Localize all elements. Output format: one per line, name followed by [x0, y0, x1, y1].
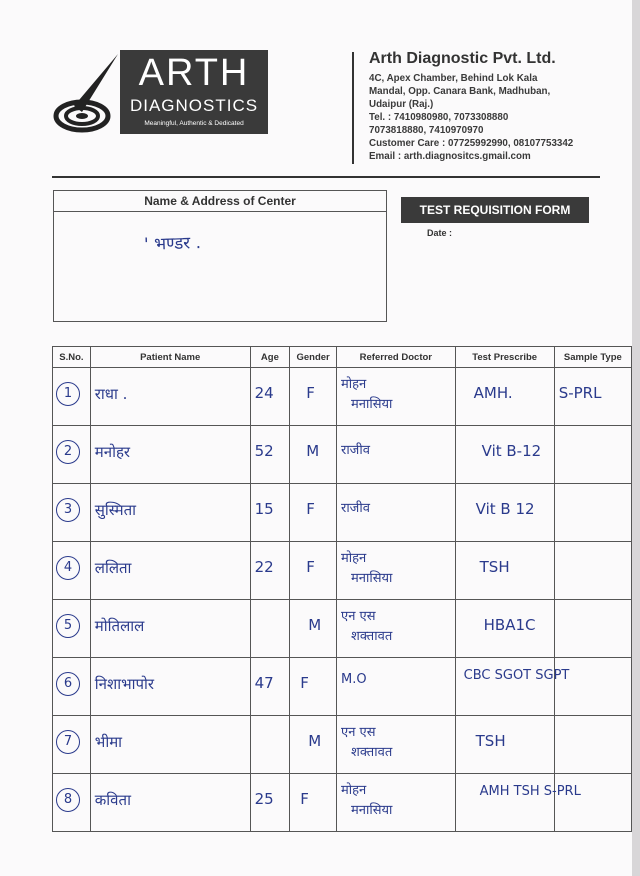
logo-name: ARTH [138, 52, 250, 94]
doctor-name: मोहन [341, 551, 367, 566]
doctor-name: M.O [341, 672, 367, 687]
patient-name: सुस्मिता [94, 501, 137, 519]
patient-name: मोतिलाल [94, 617, 145, 635]
header-divider [352, 52, 354, 164]
doctor-name: मोहन [341, 783, 367, 798]
age: 15 [254, 500, 274, 518]
email-line: Email : arth.diagnositcs.gmail.com [369, 151, 531, 162]
age: 24 [254, 384, 274, 402]
gender: F [306, 500, 315, 518]
table-row [53, 658, 632, 716]
table-row [53, 600, 632, 658]
logo [120, 50, 268, 134]
col-test-prescribe: Test Prescribe [455, 347, 554, 368]
center-value: ' भण्डर . [143, 233, 202, 255]
doctor-name: राजीव [341, 501, 370, 516]
date-label: Date : [427, 228, 453, 238]
table-row [53, 426, 632, 484]
doctor-surname: शक्तावत [351, 629, 393, 644]
col-sno: S.No. [53, 347, 91, 368]
doctor-name: एन एस [341, 725, 376, 740]
row-sno: 5 [56, 614, 80, 638]
doctor-surname: मनासिया [351, 803, 393, 818]
col-referred-doctor: Referred Doctor [337, 347, 456, 368]
table-header-row [53, 347, 632, 368]
doctor-name: एन एस [341, 609, 376, 624]
gender: F [306, 384, 315, 402]
row-sno: 8 [56, 788, 80, 812]
row-sno: 2 [56, 440, 80, 464]
patient-name: ललिता [94, 559, 132, 577]
col-patient-name: Patient Name [90, 347, 250, 368]
patient-name: भीमा [94, 733, 123, 751]
scan-edge [632, 0, 640, 876]
test-prescribed: Vit B 12 [475, 500, 535, 518]
doctor-surname: मनासिया [351, 397, 393, 412]
col-age: Age [250, 347, 290, 368]
table-row [53, 716, 632, 774]
age: 52 [254, 442, 274, 460]
gender: F [306, 558, 315, 576]
row-sno: 1 [56, 382, 80, 406]
patient-table [52, 346, 632, 832]
gender: M [308, 732, 322, 750]
test-prescribed: AMH TSH S-PRL [479, 784, 581, 799]
doctor-name: राजीव [341, 443, 370, 458]
address-line: Udaipur (Raj.) [369, 99, 434, 110]
test-prescribed: AMH. [473, 384, 513, 402]
test-prescribed: TSH [475, 732, 506, 750]
table-row [53, 368, 632, 426]
table-row [53, 484, 632, 542]
doctor-surname: मनासिया [351, 571, 393, 586]
center-title: Name & Address of Center [54, 191, 386, 212]
address-line: Mandal, Opp. Canara Bank, Madhuban, [369, 86, 551, 97]
table-row [53, 542, 632, 600]
phone-line: Tel. : 7410980980, 7073308880 [369, 112, 509, 123]
test-prescribed: HBA1C [483, 616, 536, 634]
logo-subtitle: DIAGNOSTICS [129, 96, 259, 115]
test-prescribed: Vit B-12 [481, 442, 542, 460]
patient-name: राधा . [94, 385, 128, 403]
row-sno: 7 [56, 730, 80, 754]
gender: M [308, 616, 322, 634]
row-sno: 6 [56, 672, 80, 696]
form-title: TEST REQUISITION FORM [401, 197, 589, 223]
row-sno: 4 [56, 556, 80, 580]
test-prescribed: CBC SGOT SGPT [463, 668, 570, 683]
doctor-surname: शक्तावत [351, 745, 393, 760]
sample-type: S-PRL [558, 384, 602, 402]
row-sno: 3 [56, 498, 80, 522]
company-name: Arth Diagnostic Pvt. Ltd. [369, 50, 556, 67]
table-row [53, 774, 632, 832]
phone-line: 7073818880, 7410970970 [369, 125, 484, 136]
gender: F [300, 790, 309, 808]
patient-name: निशाभापोर [94, 675, 155, 693]
doctor-name: मोहन [341, 377, 367, 392]
logo-tagline: Meaningful, Authentic & Dedicated [144, 120, 244, 127]
center-box [53, 190, 387, 322]
age: 22 [254, 558, 274, 576]
age: 47 [254, 674, 274, 692]
test-prescribed: TSH [479, 558, 510, 576]
age: 25 [254, 790, 274, 808]
col-gender: Gender [290, 347, 337, 368]
patient-name: कविता [94, 791, 131, 809]
gender: M [306, 442, 320, 460]
col-sample-type: Sample Type [554, 347, 631, 368]
target-check-icon [52, 50, 124, 134]
customer-care-line: Customer Care : 07725992990, 08107753342 [369, 138, 574, 149]
address-line: 4C, Apex Chamber, Behind Lok Kala [369, 73, 538, 84]
header-rule [52, 176, 600, 178]
patient-name: मनोहर [94, 443, 131, 461]
gender: F [300, 674, 309, 692]
